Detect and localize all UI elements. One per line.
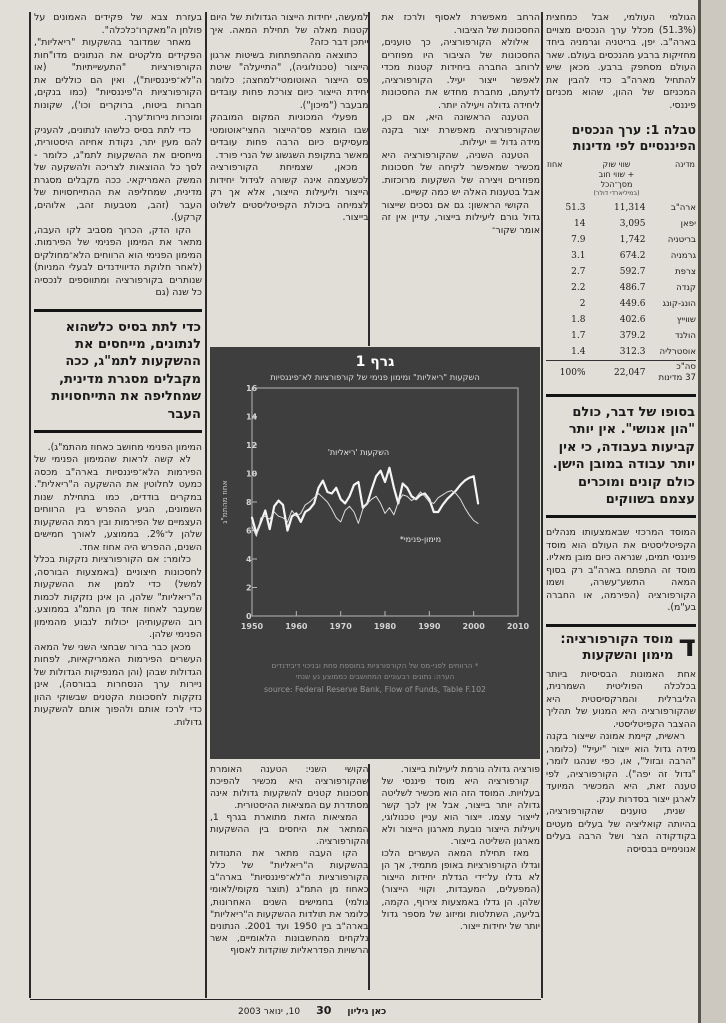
- pull-quote: בסופו של דבר, כולם "הון אנושי". אין יותר קביעות בעבודה, כי אין יותר עבודה במובן הישן. כולם קונים ומוכרים עצמם בשווקים: [546, 394, 696, 518]
- table-row: שווייץ 402.6 1.8: [571, 314, 696, 325]
- body-paragraph: כתוצאה מההתפתחות בשיטות ארגון הייצור (טכנולוגיה), "התייעלה" שיטת פס הייצור האוטומטי־למחצה; כלומר יחידת הייצור כיום צורכת פחות עובדים מבעבר ("מיכון").: [210, 49, 369, 111]
- chart-figure: [210, 347, 540, 759]
- table-row: קנדה 486.7 2.2: [571, 282, 696, 294]
- table-row: הונג-קונג 449.6 2: [579, 298, 696, 310]
- svg-text:12: 12: [246, 441, 258, 450]
- table-total-row: [546, 361, 696, 385]
- body-paragraph: הקו העבה מתאר את התנודות בהשקעות ה"ריאליות" של כלל הקורפורציות ה"לא־פיננסיות" בארה"ב כאחוז מן התמ"ג (תוצר מקומי/לאומי גולמי) בחמישים השנים האחרונות, כלומר את תולדות ההשקעות ה"ריאליות" בארה"ב בין 1950 ועד 2001. הנתונים נלקחים מהחשבונות הלאומיים, אשר הרשויות הפדראליות שוקדות לאסוף: [210, 848, 369, 956]
- total-value: 22,047: [587, 361, 647, 385]
- svg-text:1980: 1980: [373, 622, 397, 631]
- body-paragraph: מכאן כבר ברור שבחצי השני של המאה העשרים הפירמות האמריקאיות, לפחות הגדולות שבהן (והן המנפיקות הגדולות של ניירות ערך הנסחרות בבורסה), אינן נזקקות לחסכונות הקטנים שבשוקי ההון כדי לרכז אותם ולהפוך אותם להשקעות גדולות.: [34, 641, 202, 728]
- column-rule: [541, 12, 543, 998]
- body-paragraph: מכאן, שצמיחת הקורפורציה לכשעצמה אינה קשורה לגידול יחידות הייצור וליעילות הייצור, אלא אך רק לצמיחה ביכולת הקפיטליסטים לשלוט בייצור.: [210, 162, 369, 223]
- svg-text:2: 2: [246, 583, 252, 593]
- body-paragraph: כדי לתת בסיס כלשהו לנתונים, להעניק להם מעין יתר, נקודת אחיזה היסטורית, מייחסים את ההשקעות לתמ"ג, כלומר - לסך כל ההוצאות לצריכה ולהשקעה של המשק האמריקאי. ככה מקבלים מסגרת מדינית, שמחליפה את ההתייחסויות של העבר (זהב, מטבעות זהב, אלוהים, קרקע).: [34, 124, 202, 223]
- column-2-bottom: [382, 764, 541, 996]
- financial-assets-table: [546, 159, 696, 385]
- chart-footnote: הערה: נתונים רבעוניים המחושבים כממוצע נע שנתי: [295, 672, 455, 682]
- column-header-percent: אחוז: [547, 160, 563, 170]
- footer-rule: [30, 999, 541, 1000]
- column-rule: [368, 764, 370, 990]
- footer-issue-label: כאן גיליון: [347, 1007, 387, 1017]
- line-chart: [218, 384, 532, 660]
- section-heading: [546, 624, 696, 664]
- table-row: צרפת 592.7 2.7: [571, 266, 696, 278]
- middle-columns-bottom: [210, 764, 540, 996]
- body-paragraph: הקו הדק, הכרוך מסביב לקו העבה, מתאר את המימון הפנימי של הפירמות. המימון הפנימי הוא הרווחים הלא־מחולקים (לאחר חלוקת הדיווידנדים לבעלי המניות) שנותרים בקורפורציה ומתווספים לנכסיה כל שנה (גם: [34, 224, 202, 298]
- body-paragraph: שנית, טוענים שהקורפורציה, בהיותה קואליציה של בעלים מעטים בקודקודה הצר ושל הרבה בעלים אנונימיים בבסיסה: [546, 806, 696, 855]
- middle-columns-top: [210, 12, 540, 346]
- total-label: סה"כ 37 מדינות: [647, 361, 697, 385]
- total-percent: 100%: [546, 361, 587, 385]
- body-paragraph: מאחר שמדובר בהשקעות "ריאליות", הפקידים מלקטים את הנתונים מדו"חות הקורפורציות "התעשייתיות" (או ה"לא־פיננסיות"), ואין הם כוללים את הקורפורציות ה"פיננסיות" (כמו בנקים, חברות ביטוח, ברוקרים וכו'), שקונות ומוכרות ניירות־ערך.: [34, 37, 202, 123]
- chart-subtitle: השקעות "ריאליות" ומימון פנימי של קורפורציות לא־פיננסיות: [270, 372, 480, 382]
- svg-text:4: 4: [246, 555, 252, 564]
- column-rule: [29, 12, 31, 998]
- body-paragraph: קורפורציה היא מוסד פיננסי של בעלויות. המוסד הזה הוא מכשיר לשליטה גדולה יותר בייצור, אבל אין לכך קשר לייצור עצמו. ייצור הוא עניין טכנולוגי, ויעילות הייצור נובעת מארגון הייצור ולא מארגון השליטה בייצור.: [381, 776, 540, 848]
- svg-text:14: 14: [246, 412, 258, 422]
- column-left: [34, 12, 202, 998]
- svg-text:1990: 1990: [418, 622, 441, 631]
- body-paragraph: הגולמי העולמי, אבל כמחצית (51.3%) מכלל ערך הנכסים מצויים בארה"ב. יפן, בריטניה וגרמניה ביחד מחזיקות ברבע מהנכסים בעולם. שאר העולם מסתפק ברבע. מכאן שיש להתחיל מארה"ב כדי להבין את המכניזם של ההון, שהוא מכניזם פיננסי.: [546, 12, 696, 111]
- chart-footnote: * הרווחים לפני-מס של הקורפורציות בתוספת פחת ובניכוי דיבידנדים: [271, 661, 479, 670]
- body-paragraph: הטענה הראשונה היא, אם כן, שהקורפורציה מאפשרת יצור בקנה מידה גדול = יעילות.: [381, 112, 540, 148]
- pull-quote: כדי לתת בסיס כלשהוא לנתונים, מייחסים את ההשקעות לתמ"ג, ככה מקבלים מסגרת מדינית, שמחליפה את התייחסויות העבר: [34, 309, 202, 433]
- body-paragraph: המציאות הזאת מתוארת בגרף 1, המתאר את היחסים בין ההשקעות והקורפורציה.: [210, 812, 369, 848]
- column-right: [546, 12, 696, 998]
- body-paragraph: בעזרת צבא של פקידים האמונים על פולחן ה"מאקרו־כלכלה".: [34, 12, 202, 36]
- body-paragraph: הקושי הראשון: גם אם נסכים שייצור גדול גורם ליעילות בייצור, עדיין אין זה אומר שקור־: [381, 199, 540, 236]
- svg-text:2010: 2010: [506, 622, 530, 631]
- drop-cap: ד: [678, 628, 696, 664]
- column-2-top: [382, 12, 541, 346]
- column-header-value: שווי שוק + שווי חוב מסך־הכל (במיליארדי דולר): [593, 160, 640, 198]
- chart-title: גרף 1: [355, 354, 395, 370]
- column-rule: [368, 12, 370, 346]
- page-footer: [238, 1004, 386, 1017]
- body-paragraph: הקושי השני: הטענה האומרת שהקורפורציה היא מכשיר להפיכת חסכונות קטנים להשקעות גדולות אינה מסתדרת עם המציאות ההיסטורית.: [210, 764, 369, 812]
- chart-source: source: Federal Reserve Bank, Flow of Funds, Table F.102: [264, 684, 486, 694]
- table-row: יפאן 3,095 14: [574, 219, 696, 230]
- svg-text:6: 6: [246, 526, 252, 536]
- svg-text:אחוז מהתמ"ג: אחוז מהתמ"ג: [220, 480, 229, 524]
- svg-text:1960: 1960: [285, 622, 308, 631]
- body-paragraph: המוסד המרכזי שבאמצעותו מנהלים הקפיטליסטים את העולם הוא מוסד פיננסי תמים, שנראה כיום מובן מאליו. מוסד זה התפתח בארה"ב רק בסוף המאה התשע־עשרה, ושמו הקורפורציה (הפירמה, או החברה בע"מ).: [546, 527, 696, 614]
- svg-text:השקעות 'ריאליות': השקעות 'ריאליות': [327, 447, 390, 457]
- body-paragraph: למעשה, יחידות הייצור הגדולות של היום קטנות מאלה של תחילת המאה. איך ייתכן דבר כזה?: [210, 12, 369, 48]
- table-row: ארה"ב 11,314 51.3: [565, 203, 696, 214]
- footer-date: 10, ינואר 2003: [238, 1007, 301, 1017]
- body-paragraph: הטענה השניה, שהקורפורציה היא מכשיר שמאפשר לקיחה של חסכונות מפוזרים ויצירה של השקעות מרוכזות. אבל בטענות האלה יש כמה קשיים.: [381, 149, 540, 198]
- column-3-bottom: [210, 764, 369, 996]
- page-number: 30: [316, 1004, 332, 1017]
- body-paragraph: פורציה גדולה גורמת ליעילות בייצור.: [400, 764, 540, 775]
- column-rule: [205, 12, 207, 998]
- table-row: הולנד 379.2 1.7: [571, 330, 696, 341]
- body-paragraph: מפעלי המכוניות המקום המובהק שבו הומצא פס־הייצור החצי־אוטומטי מעסיקים כיום הרבה פחות עובדים מאשר בתקופת השגשוג של הנרי פורד.: [210, 112, 369, 161]
- body-paragraph: ראשית, קיימת אמונה שייצור בקנה מידה גדול הוא ייצור "יעיל" (כלומר, "הרבה ובזול", או, כפי שנהגו לומר, "גדול זה יפה"). הקורפורציה, לפי טענה זאת, היא המכשיר המיועד לארגן ייצור בסדרות ענק.: [546, 731, 696, 805]
- column-header-country: מדינה: [674, 160, 695, 170]
- table-header-row: [546, 159, 696, 201]
- section-heading-text: מוסד הקורפורציה: מימון והשקעות: [560, 631, 674, 663]
- body-paragraph: מאז תחילת המאה העשרים הלכו וגדלו הקורפורציות באופן מתמיד, אך הן לא גדלו על־ידי הגדלת יחידות הייצור (המפעלים, המעבדות, וקווי הייצור) שלהן. הן גדלו באמצעות צירוף, הקמה, בליעה, השתלטות ומיזוג של מספר גדול יותר של יחידות ייצור.: [381, 848, 540, 932]
- table-row: בריטניה 1,742 7.9: [571, 234, 696, 246]
- body-paragraph: כלומר: אם הקורפורציות נזקקות בכלל לחסכונות חיצוניים (באמצעות הבורסה, למשל) כדי לממן את ההשקעות ה"ריאליות" שלהן, הן אינן נזקקות לכמות שמעבר לאחוז אחד מן התמ"ג בממוצע. רוב השקעותיהן יכולות לנבוע מהמימון הפנימי שלהן.: [34, 554, 202, 641]
- table-title: טבלה 1: ערך הנכסים הפיננסיים לפי מדינות: [571, 122, 696, 153]
- body-paragraph: המימון הפנימי מחושב כאחוז מהתמ"ג).: [47, 441, 202, 453]
- svg-text:8: 8: [246, 498, 252, 507]
- body-paragraph: אחת האמונות הבסיסיות ביותר בכלכלה הפוליטית השמרנית, הליברלית והמרקסיסטית היא שהקורפורציה היא המנוע של תהליך ההצבר הקפיטליסטי.: [546, 668, 696, 730]
- svg-text:0: 0: [246, 612, 252, 621]
- svg-text:2000: 2000: [462, 622, 485, 631]
- svg-text:1970: 1970: [329, 622, 352, 631]
- body-paragraph: הרחב מאפשרת לאסוף ולרכז את החסכונות של הציבור.: [381, 12, 540, 36]
- svg-text:מימון-פנימי*: מימון-פנימי*: [399, 534, 442, 544]
- body-paragraph: לא קשה לראות שהמימון הפנימי של הפירמות הלא־פיננסיות בארה"ב מכסה כמעט לחלוטין את ההשקעה ה"ריאלית". במקרים בודדים, כמו בתחילת שנות השמונים, הגיע ההפרש בין הרווחים העצמיים של הפירמות ובין רמת ההשקעות שלהן ל־2%. בממוצע, לאורך חמישים השנים, ההפרש היה אחוז אחד.: [34, 454, 202, 553]
- svg-text:10: 10: [246, 469, 258, 479]
- table-row: גרמניה 674.2 3.1: [571, 250, 696, 262]
- column-3-top: [210, 12, 369, 346]
- table-row: אוסטרליה 312.3 1.4: [571, 346, 696, 357]
- body-paragraph: אילולא הקורפורציה, כך טוענים, החסכונות של הציבור היו מפוזרים לרוחב החברה ביחידות קטנות מכדי לאפשר ייצור יעיל. הקורפורציה, לדעתם, מחברת מחדש את החסכונות ליחידה גדולה ויעילה יותר.: [381, 37, 540, 111]
- page-scan-edge: [698, 0, 726, 1023]
- svg-text:1950: 1950: [240, 622, 264, 631]
- table-body: [546, 201, 696, 361]
- svg-text:16: 16: [246, 384, 258, 393]
